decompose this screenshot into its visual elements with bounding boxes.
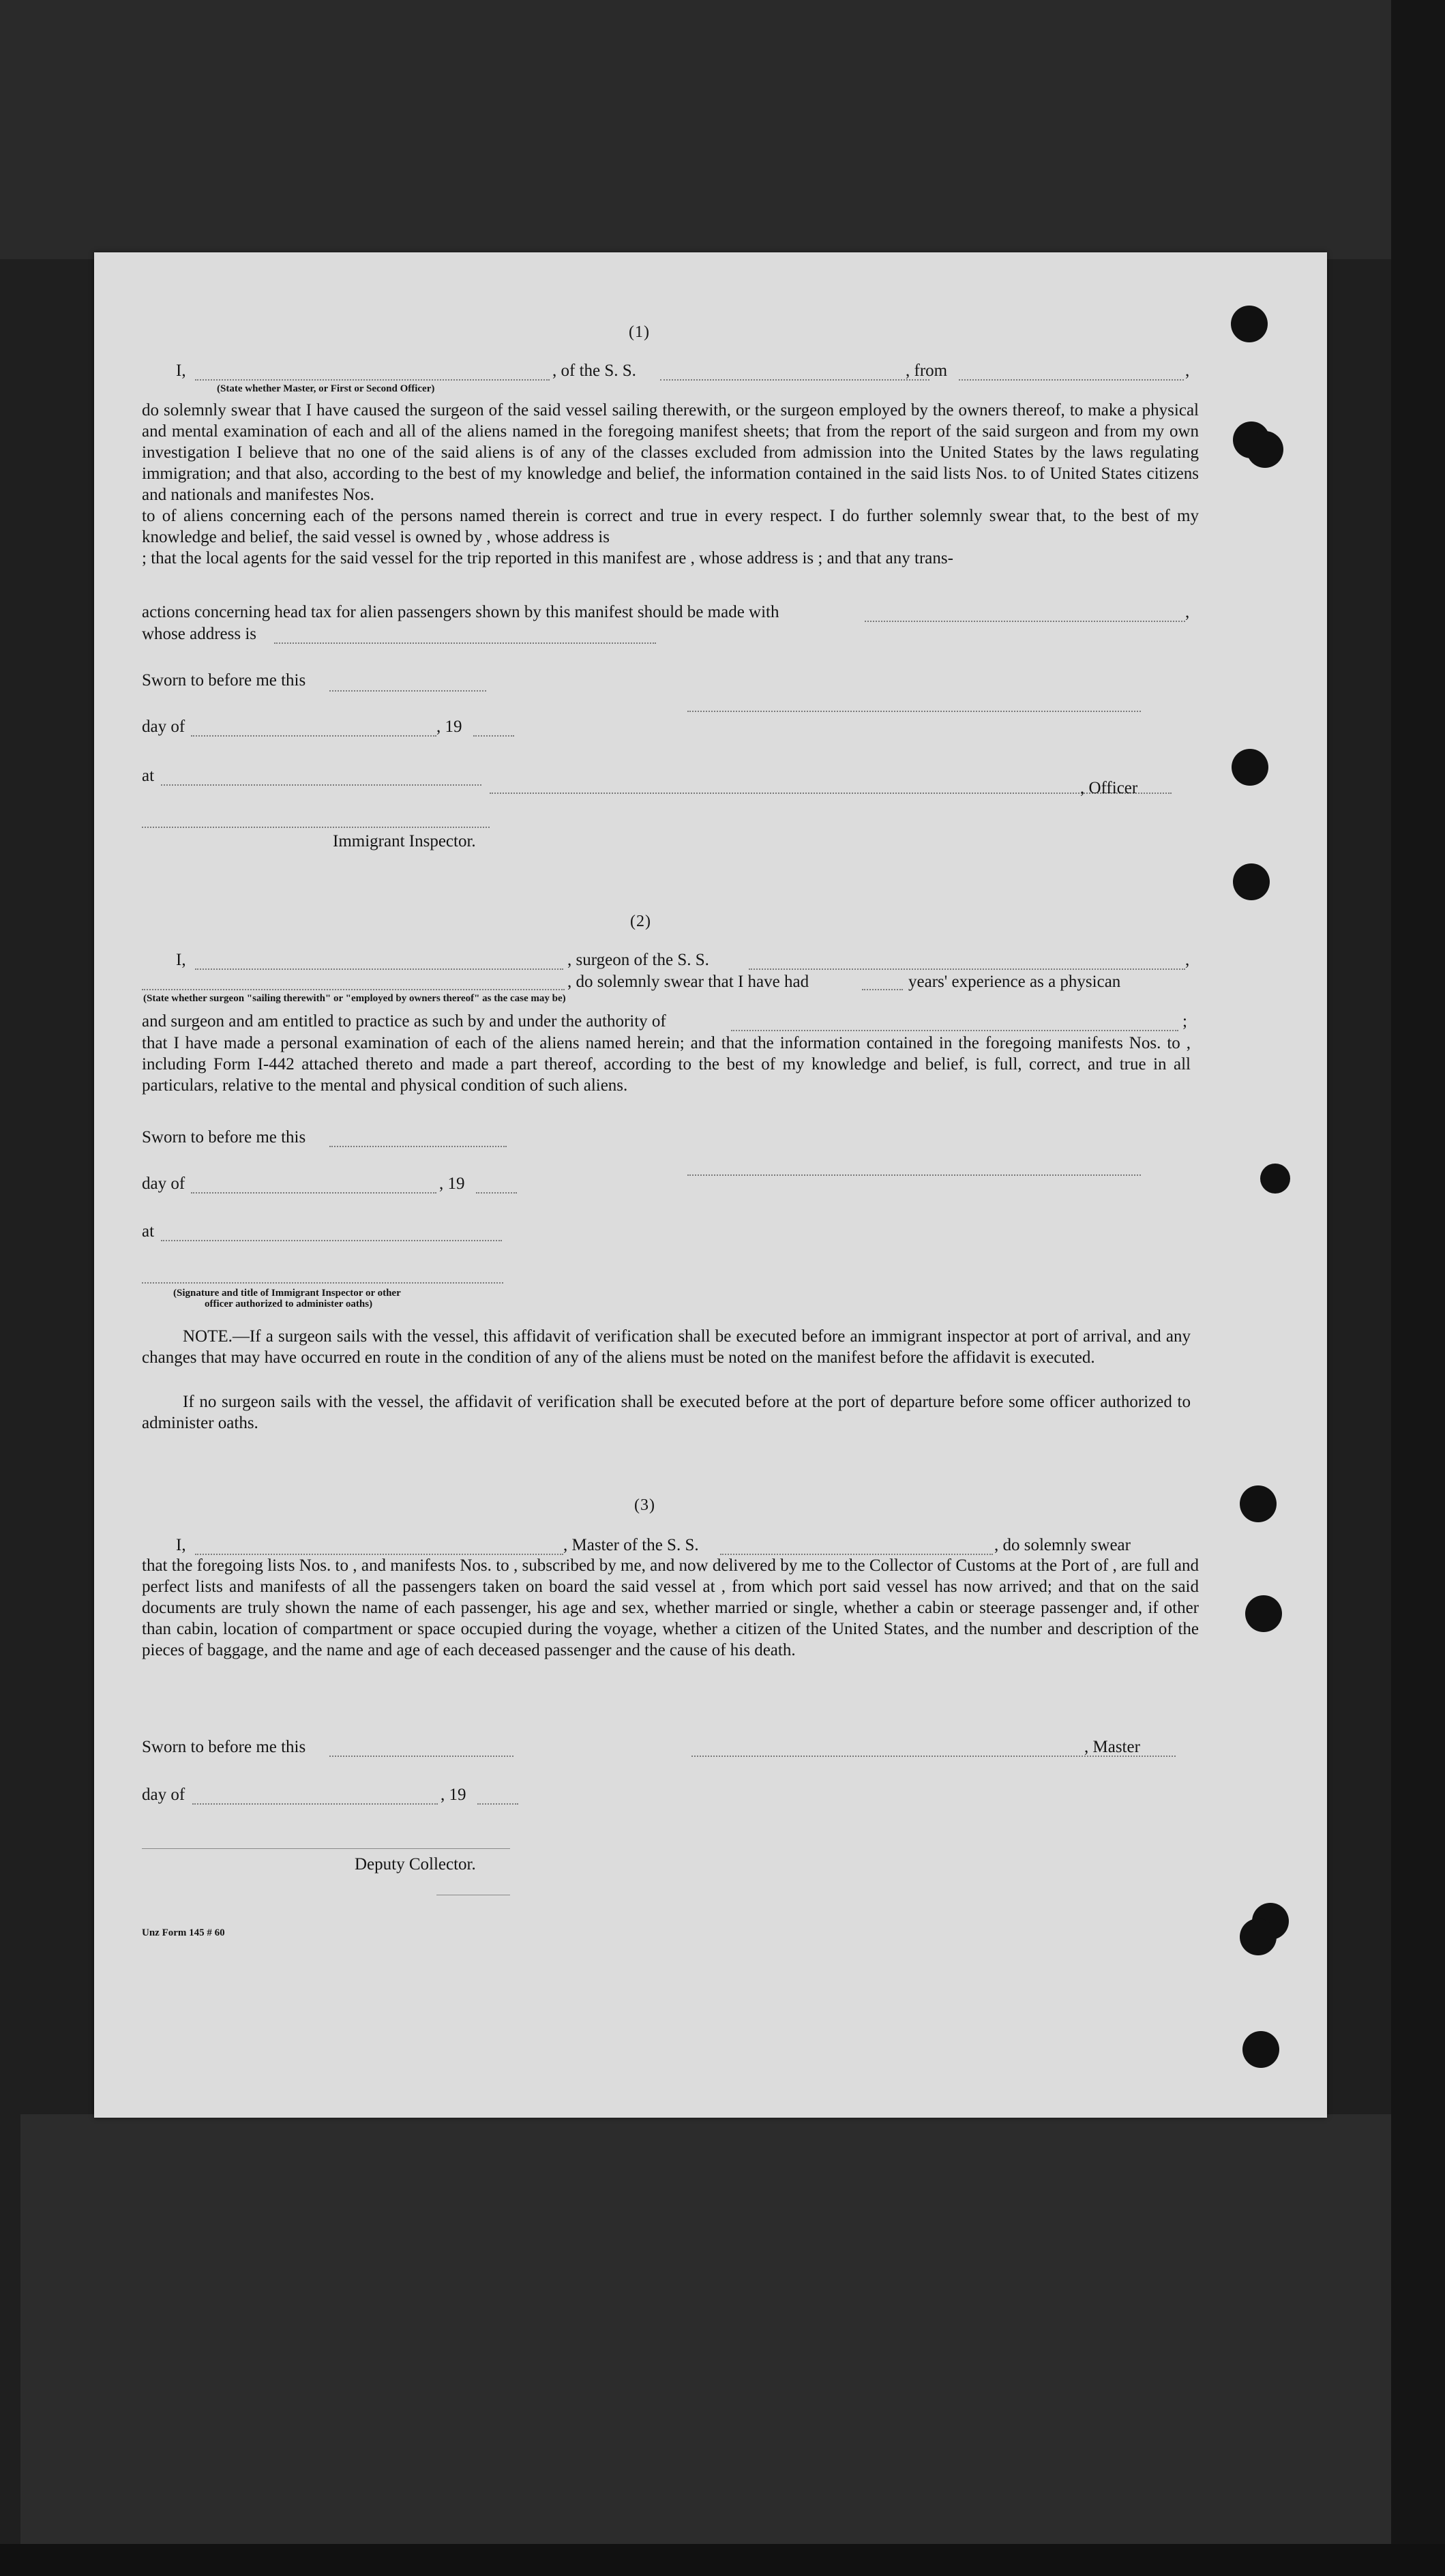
punch-hole — [1240, 1919, 1277, 1955]
document-page — [94, 252, 1327, 2118]
punch-hole — [1233, 863, 1270, 900]
line-end: , — [1185, 361, 1190, 380]
scan-background-bottom — [20, 2114, 1425, 2551]
head-tax-agent-blank — [865, 621, 1185, 622]
section-number: (3) — [634, 1496, 655, 1514]
signature-note: (Signature and title of Immigrant Inspector or other — [173, 1288, 401, 1299]
at-text: at — [142, 767, 155, 785]
day-of-text: day of — [142, 717, 185, 736]
authority-text: and surgeon and am entitled to practice as such by and under the authority of — [142, 1012, 666, 1031]
section3-body: that the foregoing lists Nos. to , and manifests Nos. to , subscribed by me, and now delivered by me to the Collector of Customs at the Port of , are full and perfect lists and manifests of all the passengers taken on board the said vessel at , from which port said vessel has now arrived; and that on the said documents are truly shown the name of each passenger, his age and sex, whether married or single, whether a cabin or steerage passenger and, if other than cabin, location of compartment or space occupied during the voyage, whether a citizen of the United States, and the number and description of the pieces of baggage, and the name and age of each deceased passenger and the cause of his death. — [142, 1556, 1199, 1659]
day-of-text: day of — [142, 1174, 185, 1193]
from-port-blank — [959, 379, 1184, 381]
line-end: , — [1185, 603, 1190, 621]
day-of-text: day of — [142, 1786, 185, 1804]
no-surgeon-note-paragraph: If no surgeon sails with the vessel, the affidavit of verification shall be executed before at the port of departure before some officer authorized to administer oaths. — [142, 1393, 1191, 1432]
punch-hole — [1232, 749, 1268, 786]
surgeon-of-ss-text: , surgeon of the S. S. — [567, 951, 709, 969]
day-blank — [191, 735, 436, 737]
year-blank — [476, 1192, 517, 1194]
whose-address-text: whose address is — [142, 625, 257, 643]
master-title: , Master — [1084, 1738, 1140, 1756]
section2-body: that I have made a personal examination of each of the aliens named herein; and that the information contained in the foregoing manifests Nos. to , including Form I-442 attached thereto and made a part thereof, according to the best of my knowledge and belief, is full, correct, and true in all particulars, relative to the mental and physical condition of such aliens. — [142, 1034, 1191, 1095]
year-blank — [477, 1803, 518, 1805]
address-blank — [274, 642, 656, 644]
scan-edge-bottom — [0, 2544, 1445, 2576]
section-number: (1) — [629, 323, 650, 341]
line-end: , — [1185, 951, 1190, 969]
at-text: at — [142, 1222, 155, 1241]
vessel-name-blank — [749, 968, 1185, 970]
years-blank — [862, 989, 903, 990]
at-blank — [161, 784, 481, 786]
inspector-signature-blank — [142, 827, 490, 828]
officer-name-blank — [195, 379, 550, 381]
officer-signature-blank — [490, 793, 1172, 794]
officer-i: I, — [176, 361, 186, 380]
sworn-blank — [329, 1146, 507, 1147]
punch-hole — [1245, 1595, 1282, 1632]
surgeon-status-blank — [142, 989, 565, 990]
sworn-text: Sworn to before me this — [142, 1738, 306, 1756]
sworn-text: Sworn to before me this — [142, 671, 306, 690]
swear-text: , do solemnly swear that I have had — [567, 973, 809, 991]
solemnly-swear-text: , do solemnly swear — [994, 1536, 1131, 1554]
line-end: ; — [1182, 1012, 1187, 1031]
section1-body: do solemnly swear that I have caused the surgeon of the said vessel sailing therewith, or the surgeon employed by the owners thereof, to make a physical and mental examination of each and all of the aliens named in the foregoing manifest sheets; that from the report of the said surgeon and from my own investigation I believe that no one of the said aliens is of any of the classes excluded from admission into the United States by the laws regulating immigration; and that also, according to the best of my knowledge and belief, the information contained in the said lists Nos. to of United States citizens and nationals and manifestes Nos. to of aliens concerning each of the persons named therein is correct and true in every respect. I do further solemnly swear that, to the best of my knowledge and belief, the said vessel is owned by , whose address is ; that the local agents for the said vessel for the trip reported in this manifest are , whose address is ; and that any trans- — [142, 401, 1199, 567]
scan-edge-right — [1391, 0, 1445, 2576]
at-blank — [161, 1240, 502, 1241]
head-tax-line: actions concerning head tax for alien passengers shown by this manifest should be made with — [142, 603, 779, 621]
surgeon-note: (State whether surgeon "sailing therewith" or "employed by owners thereof" as the case may be) — [143, 993, 566, 1004]
years-experience-text: years' experience as a physican — [908, 973, 1121, 991]
punch-hole — [1247, 431, 1283, 468]
inspector-signature-blank — [142, 1282, 503, 1284]
surgeon-name-blank — [195, 968, 563, 970]
year-text: , 19 — [441, 1786, 466, 1804]
vessel-name-blank — [660, 379, 929, 381]
sworn-blank — [329, 1756, 513, 1757]
surgeon-note-paragraph: NOTE.—If a surgeon sails with the vessel, this affidavit of verification shall be executed before an immigrant inspector at port of arrival, and any changes that may have occurred en route in the condition of any of the aliens must be noted on the manifest before the affidavit is executed. — [142, 1327, 1191, 1367]
deputy-signature-line — [142, 1848, 510, 1849]
authority-blank — [731, 1030, 1178, 1031]
master-i: I, — [176, 1536, 186, 1554]
of-ss-text: , of the S. S. — [552, 361, 636, 380]
scan-background-top — [0, 0, 1445, 259]
immigrant-inspector: Immigrant Inspector. — [333, 832, 476, 850]
officer-title: , Officer — [1080, 779, 1138, 797]
signature-line — [687, 711, 1141, 712]
surgeon-i: I, — [176, 951, 186, 969]
master-of-ss-text: , Master of the S. S. — [563, 1536, 699, 1554]
year-blank — [473, 735, 514, 737]
day-blank — [191, 1192, 436, 1194]
punch-hole — [1242, 2031, 1279, 2068]
signature-line — [687, 1174, 1141, 1176]
sworn-blank — [329, 690, 486, 692]
punch-hole — [1260, 1164, 1290, 1194]
year-text: , 19 — [439, 1174, 465, 1193]
signature-note: officer authorized to administer oaths) — [205, 1299, 373, 1309]
sworn-text: Sworn to before me this — [142, 1128, 306, 1146]
day-blank — [192, 1803, 438, 1805]
officer-note: (State whether Master, or First or Second Officer) — [217, 383, 435, 394]
punch-hole — [1240, 1485, 1277, 1522]
year-text: , 19 — [436, 717, 462, 736]
from-text: , from — [906, 361, 948, 380]
punch-hole — [1231, 306, 1268, 342]
section-number: (2) — [630, 913, 651, 930]
form-number: Unz Form 145 # 60 — [142, 1927, 225, 1938]
deputy-collector: Deputy Collector. — [355, 1855, 476, 1874]
